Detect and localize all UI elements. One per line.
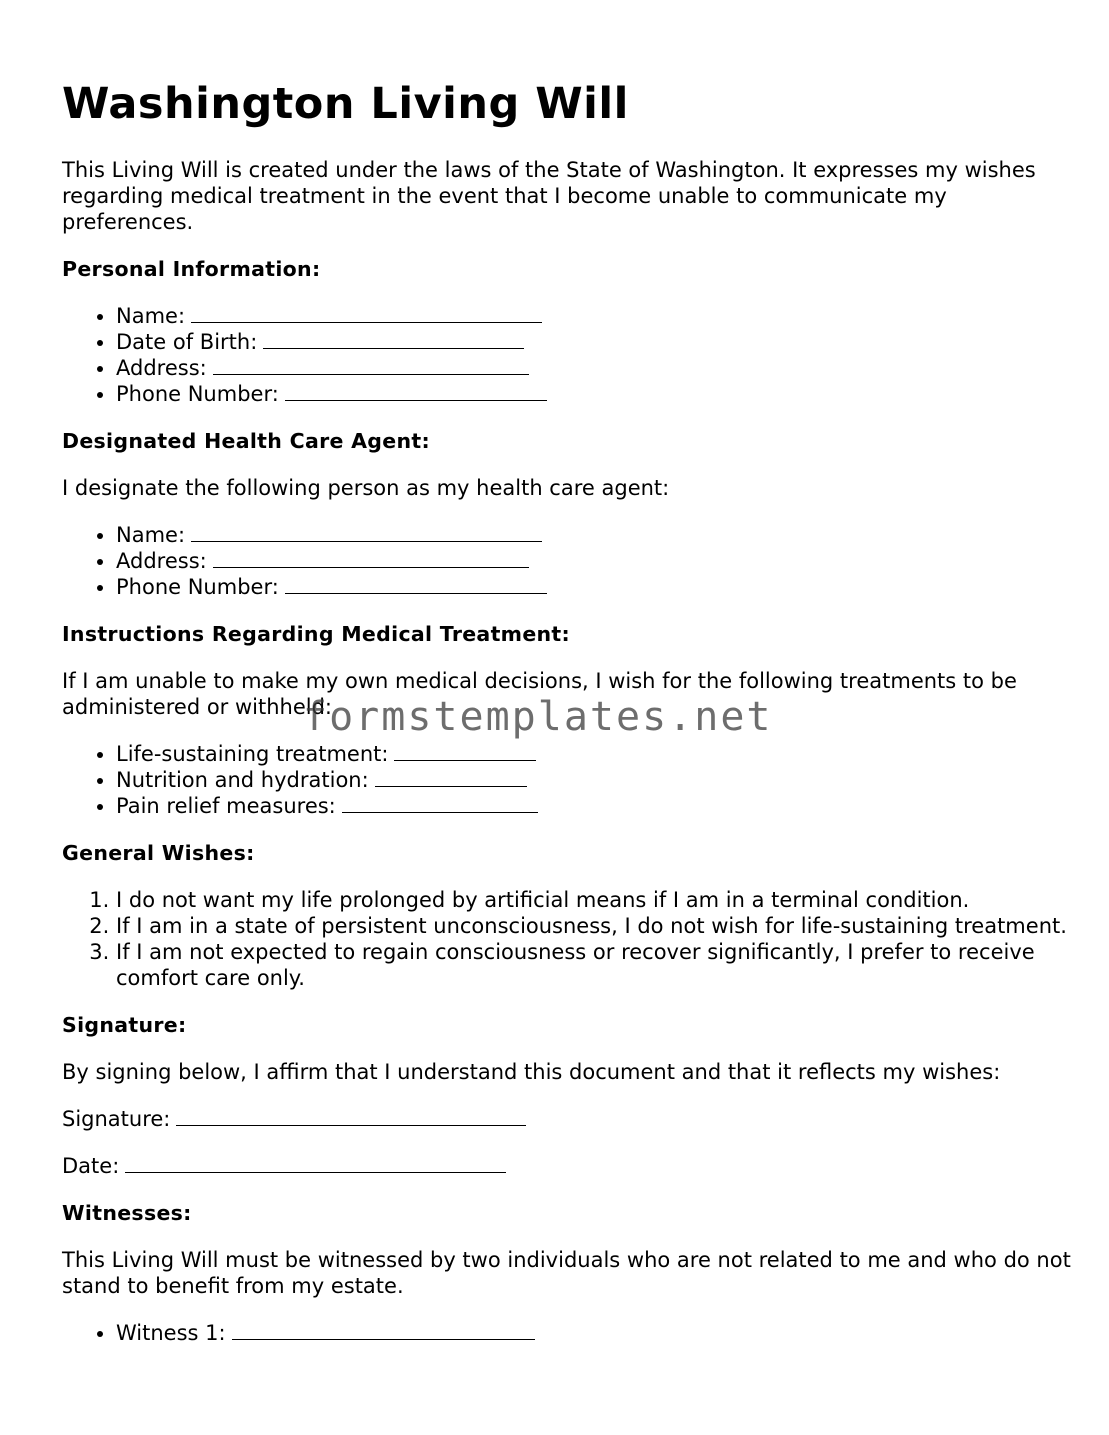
agent-phone-field[interactable] [285, 575, 547, 594]
treatment-list [62, 741, 1072, 819]
signature-row: Signature: [62, 1106, 1072, 1132]
signature-field[interactable] [176, 1107, 526, 1126]
date-row: Date: [62, 1153, 1072, 1179]
list-item: • Pain relief measures: [116, 793, 1072, 819]
signature-intro: By signing below, I affirm that I understand this document and that it reflects my wishes: [62, 1060, 1001, 1084]
agent-info-list [62, 522, 1072, 600]
list-item: • Phone Number: [116, 574, 1072, 600]
document-page [62, 76, 1072, 1367]
agent-name-field[interactable] [191, 523, 542, 542]
list-item: • Name: [116, 522, 1072, 548]
pain-relief-field[interactable] [342, 794, 538, 813]
witnesses-intro: This Living Will must be witnessed by two individuals who are not related to me and who do not stand to benefit from my estate. [62, 1248, 1071, 1298]
section-heading-signature: Signature: [62, 1013, 187, 1037]
intro-paragraph: This Living Will is created under the laws of the State of Washington. It expresses my wishes regarding medical treatment in the event that I become unable to communicate my preferences. [62, 158, 1036, 234]
list-item: 1. I do not want my life prolonged by artificial means if I am in a terminal condition. [116, 887, 1072, 913]
date-field[interactable] [125, 1154, 506, 1173]
agent-address-field[interactable] [213, 549, 529, 568]
nutrition-hydration-field[interactable] [375, 768, 527, 787]
document-title: Washington Living Will [62, 79, 629, 129]
list-item: 2. If I am in a state of persistent unconsciousness, I do not wish for life-sustaining treatment. [116, 913, 1072, 939]
list-item: • Name: [116, 303, 1072, 329]
wishes-list [62, 887, 1072, 991]
section-heading-agent: Designated Health Care Agent: [62, 429, 430, 453]
watermark: formstemplates.net [303, 694, 773, 740]
witness-1-field[interactable] [232, 1321, 535, 1340]
section-heading-personal: Personal Information: [62, 257, 321, 281]
life-sustaining-field[interactable] [394, 742, 536, 761]
section-heading-witnesses: Witnesses: [62, 1201, 192, 1225]
list-item: • Nutrition and hydration: [116, 767, 1072, 793]
list-item: • Life-sustaining treatment: [116, 741, 1072, 767]
address-field[interactable] [213, 356, 529, 375]
list-item: • Address: [116, 355, 1072, 381]
treatment-intro: If I am unable to make my own medical decisions, I wish for the following treatments to be administered or withheld: [62, 669, 1017, 719]
section-heading-wishes: General Wishes: [62, 841, 255, 865]
date-of-birth-field[interactable] [263, 330, 524, 349]
list-item: 3. If I am not expected to regain consciousness or recover significantly, I prefer to receive comfort care only. [116, 939, 1072, 991]
list-item: • Witness 1: [116, 1320, 1072, 1346]
list-item: • Address: [116, 548, 1072, 574]
agent-intro: I designate the following person as my health care agent: [62, 476, 670, 500]
list-item: • Date of Birth: [116, 329, 1072, 355]
phone-number-field[interactable] [285, 382, 547, 401]
personal-info-list [62, 303, 1072, 407]
name-field[interactable] [191, 304, 542, 323]
witness-list [62, 1320, 1072, 1346]
list-item: • Phone Number: [116, 381, 1072, 407]
section-heading-treatment: Instructions Regarding Medical Treatment: [62, 622, 571, 646]
